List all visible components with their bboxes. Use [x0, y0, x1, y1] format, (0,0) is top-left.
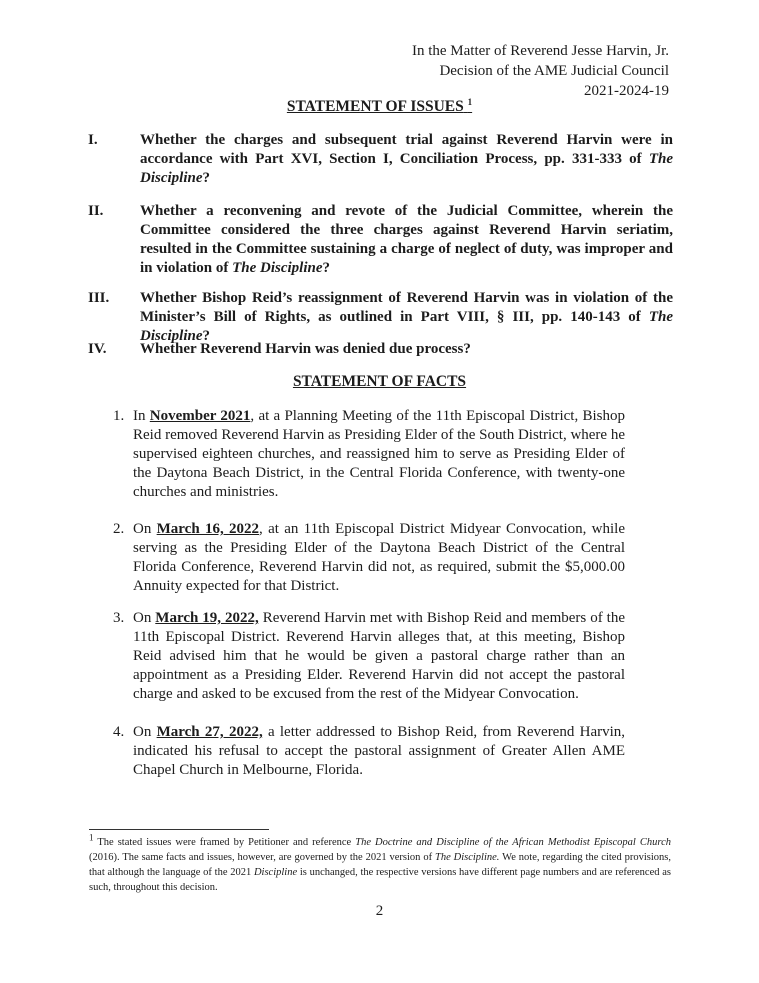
case-number: 2021-2024-19	[584, 83, 669, 99]
fact-number: 1.	[113, 408, 125, 424]
issue-item: III. Whether Bishop Reid’s reassignment of Reverend Harvin was in violation of the Minister’s Bill of Rights, as outlined in Part VIII, § III, pp. 140-143 of The Discipline?	[88, 290, 673, 344]
fact-date: November 2021	[149, 408, 251, 424]
issue-number: I.	[88, 132, 98, 148]
case-title: In the Matter of Reverend Jesse Harvin, Jr.	[411, 43, 669, 59]
fact-number: 4.	[113, 724, 125, 740]
fact-item: 3. On March 19, 2022, Reverend Harvin met with Bishop Reid and members of the 11th Episcopal District. Reverend Harvin alleges that, at this meeting, Bishop Reid advised him that he would be given a pastoral charge rather than an appointment as a Presiding Elder. Reverend Harvin did not accept the pastoral charge and asked to be excused from the rest of the Midyear Convocation.	[113, 610, 625, 702]
fact-number: 3.	[113, 610, 125, 626]
issue-item: I. Whether the charges and subsequent trial against Reverend Harvin were in accordance with Part XVI, Section I, Conciliation Process, pp. 331-333 of The Discipline?	[88, 132, 673, 186]
issue-item: IV. Whether Reverend Harvin was denied due process?	[88, 341, 471, 357]
case-header	[412, 41, 669, 101]
issue-number: IV.	[88, 341, 107, 357]
decision-title: Decision of the AME Judicial Council	[439, 63, 669, 79]
issues-heading: STATEMENT OF ISSUES $^1$	[286, 96, 473, 115]
issue-number: II.	[88, 203, 104, 219]
issue-item: II. Whether a reconvening and revote of the Judicial Committee, wherein the Committee considered the three charges against Reverend Harvin seriatim, resulted in the Committee sustaining a charge of neglect of duty, was improper and in violation of The Discipline?	[88, 203, 673, 276]
fact-date: March 27, 2022,	[156, 724, 263, 740]
issue-number: III.	[88, 290, 110, 306]
fact-item: 4. On March 27, 2022, a letter addressed to Bishop Reid, from Reverend Harvin, indicated his refusal to accept the pastoral assignment of Greater Allen AME Chapel Church in Melbourne, Florida.	[113, 724, 626, 778]
fact-number: 2.	[113, 521, 125, 537]
fact-date: March 19, 2022,	[155, 610, 259, 626]
fact-date: March 16, 2022	[156, 521, 260, 537]
footnote-divider	[89, 829, 269, 830]
footnote: $^1$ The stated issues were framed by Petitioner and reference The Doctrine and Discipline of the African Methodist Episcopal Church (2016). The same facts and issues, however, are governed by the 2021 version of The Discipline. We note, regarding the cited provisions, that although the language of the 2021 Discipline is unchanged, the respective versions have different page numbers and are referenced as such, throughout this decision.	[89, 832, 671, 893]
footnote-mark: 1	[89, 832, 94, 843]
fact-item: 1. In November 2021, at a Planning Meeting of the 11th Episcopal District, Bishop Reid removed Reverend Harvin as Presiding Elder of the South District, where he supervised eighteen churches, and reassigned him to serve as Presiding Elder of the Daytona Beach District, in the Central Florida Conference, with twenty-one churches and ministries.	[113, 408, 626, 500]
page-number: 2	[375, 903, 384, 919]
fact-item: 2. On March 16, 2022, at an 11th Episcopal District Midyear Convocation, while serving as the Presiding Elder of the Daytona Beach District of the Central Florida Conference, Reverend Harvin did not, as required, submit the $5,000.00 Annuity expected for that District.	[113, 521, 625, 594]
footnote-ref[interactable]: 1	[467, 96, 473, 107]
facts-heading: STATEMENT OF FACTS	[292, 373, 467, 390]
